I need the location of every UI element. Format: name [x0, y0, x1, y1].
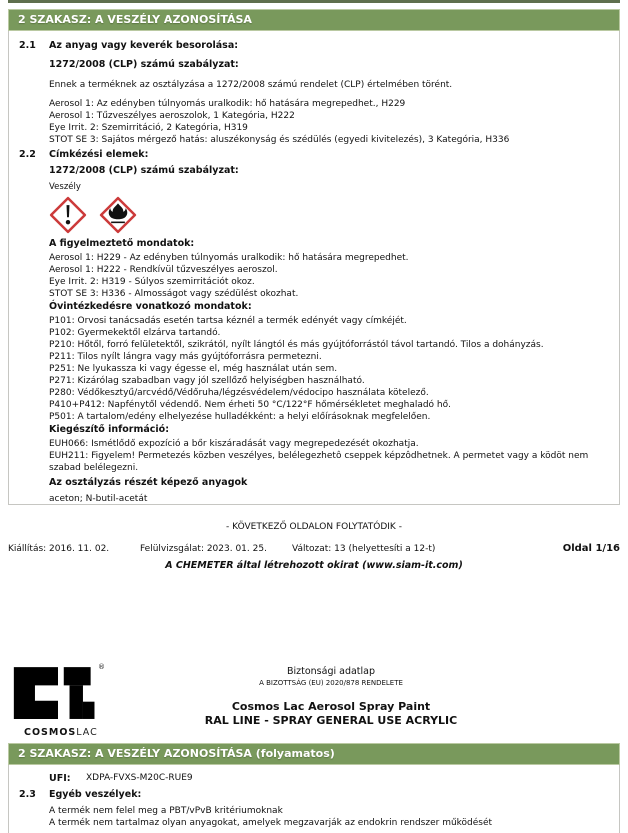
product-line: RAL LINE - SPRAY GENERAL USE ACRYLIC [204, 714, 458, 727]
ufi-value: XDPA-FVXS-M20C-RUE9 [86, 773, 193, 783]
ufi-label: UFI: [49, 773, 71, 784]
classified-substances-heading: Az osztályzás részét képező anyagok [49, 477, 248, 488]
cosmoslac-logo-text [24, 727, 98, 738]
clp-regulation-heading: 1272/2008 (CLP) számú szabályzat: [49, 165, 239, 176]
section-2-header: 2 SZAKASZ: A VESZÉLY AZONOSÍTÁSA [8, 9, 620, 31]
precaution-statement: P271: Kizárólag szabadban vagy jól szellőző helyiségben használható. [49, 376, 365, 386]
regulation-reference: A BIZOTTSÁG (EU) 2020/878 RENDELETE [259, 679, 403, 687]
subsection-2-2 [19, 148, 611, 161]
subsection-number: 2.2 [19, 149, 36, 160]
precaution-statement: P102: Gyermekektől elzárva tartandó. [49, 328, 221, 338]
precaution-statement: P501: A tartalom/edény elhelyezése hulladékként: a helyi előírásoknak megfelelően. [49, 412, 431, 422]
ghs07-exclamation-pictogram [49, 196, 87, 234]
hazard-statement: Aerosol 1: H222 - Rendkívül tűzveszélyes aeroszol. [49, 265, 278, 275]
precaution-statements-heading: Óvintézkedésre vonatkozó mondatok: [49, 301, 252, 312]
precaution-statement: P280: Védőkesztyű/arcvédő/Védőruha/légzésvédelem/védocipo használata kötelező. [49, 388, 429, 398]
precaution-statement: P101: Orvosi tanácsadás esetén tartsa kéznél a termék edényét vagy címkéjét. [49, 316, 407, 326]
hazard-statements-list [19, 252, 611, 300]
section-2-continued-header: 2 SZAKASZ: A VESZÉLY AZONOSÍTÁSA (folyamatos) [8, 743, 620, 765]
hazard-statement: Aerosol 1: H229 - Az edényben túlnyomás uralkodik: hő hatására megrepedhet. [49, 253, 409, 263]
page-footer [8, 543, 620, 554]
other-hazards-list [19, 805, 611, 829]
other-hazard-line: A termék nem tartalmaz olyan anyagokat, amelyek megzavarják az endokrin rendszer működését [49, 818, 493, 828]
classified-substances: aceton; N-butil-acetát [49, 494, 148, 504]
registered-trademark: ® [98, 663, 105, 671]
signal-word: Veszély [49, 182, 81, 192]
subsection-number: 2.1 [19, 40, 36, 51]
supplementary-info-heading: Kiegészítő információ: [49, 424, 170, 435]
classification-list [19, 98, 611, 146]
previous-section-bar-edge [8, 0, 620, 3]
classification-line: STOT SE 3: Sajátos mérgező hatás: aluszékonyság és szédülés (egyedi kivitelezés), 3 Kategória, H336 [49, 135, 510, 145]
subsection-2-3 [19, 788, 611, 801]
euh-statement: EUH211: Figyelem! Permetezés közben veszélyes, belélegezhetô cseppek képzôdhetnek. A permetet vagy a ködöt nem szabad belélegezni. [49, 451, 589, 473]
precaution-statement: P210: Hőtől, forró felületektől, szikrától, nyílt lángtól és más gyújtóforrástól távol tartandó. Tilos a dohányzás. [49, 340, 544, 350]
section-2-content [8, 31, 620, 505]
subsection-title: Címkézési elemek: [49, 149, 149, 160]
page-2-header [8, 663, 620, 741]
ghs02-flame-pictogram [99, 196, 137, 234]
other-hazard-line: A termék nem felel meg a PBT/vPvB kritériumoknak [49, 806, 283, 816]
supplementary-info-list [19, 438, 611, 474]
hazard-statement: STOT SE 3: H336 - Almosságot vagy szédülést okozhat. [49, 289, 299, 299]
issue-date: Kiállítás: 2016. 11. 02. [8, 544, 110, 554]
classification-intro: Ennek a terméknek az osztályzása a 1272/2008 számú rendelet (CLP) értelmében törént. [49, 80, 453, 90]
euh-statement: EUH066: Ismétlődő expozíció a bőr kiszáradását vagy megrepedezését okozhatja. [49, 439, 419, 449]
logo-text-cosmos: COSMOS [24, 727, 77, 738]
generator-credit: A CHEMETER által létrehozott okirat (www.siam-it.com) [165, 560, 463, 571]
classification-line: Aerosol 1: Tűzveszélyes aeroszolok, 1 Kategória, H222 [49, 111, 295, 121]
subsection-2-1 [19, 39, 611, 52]
section-2-continued-content [8, 765, 620, 833]
product-name: Cosmos Lac Aerosol Spray Paint [231, 700, 431, 713]
precaution-statement: P410+P412: Napfénytől védendő. Nem érheti 50 °C/122°F hőmérsékletet meghaladó hő. [49, 400, 451, 410]
hazard-statement: Eye Irrit. 2: H319 - Súlyos szemirritációt okoz. [49, 277, 255, 287]
subsection-title: Egyéb veszélyek: [49, 789, 142, 800]
document-titles [8, 663, 620, 728]
classification-line: Eye Irrit. 2: Szemirritáció, 2 Kategória, H319 [49, 123, 248, 133]
precaution-statement: P211: Tilos nyílt lángra vagy más gyújtóforrásra permetezni. [49, 352, 322, 362]
document-type: Biztonsági adatlap [286, 666, 376, 677]
classification-line: Aerosol 1: Az edényben túlnyomás uralkodik: hő hatására megrepedhet., H229 [49, 99, 406, 109]
precaution-statement: P251: Ne lyukassza ki vagy égesse el, még használat után sem. [49, 364, 338, 374]
continuation-notice: - KÖVETKEZŐ OLDALON FOLYTATÓDIK - [226, 522, 402, 532]
precaution-statements-list [19, 315, 611, 423]
review-date: Felülvizsgálat: 2023. 01. 25. [140, 544, 267, 554]
ufi-row [49, 772, 611, 785]
subsection-number: 2.3 [19, 789, 36, 800]
ghs-pictograms [49, 196, 611, 234]
page-number: Oldal 1/16 [562, 543, 620, 554]
logo-text-lac: LAC [76, 727, 98, 738]
warning-statements-heading: A figyelmeztető mondatok: [49, 238, 195, 249]
clp-regulation-heading: 1272/2008 (CLP) számú szabályzat: [49, 59, 239, 70]
subsection-title: Az anyag vagy keverék besorolása: [49, 40, 239, 51]
version-info: Változat: 13 (helyettesíti a 12-t) [292, 544, 436, 554]
